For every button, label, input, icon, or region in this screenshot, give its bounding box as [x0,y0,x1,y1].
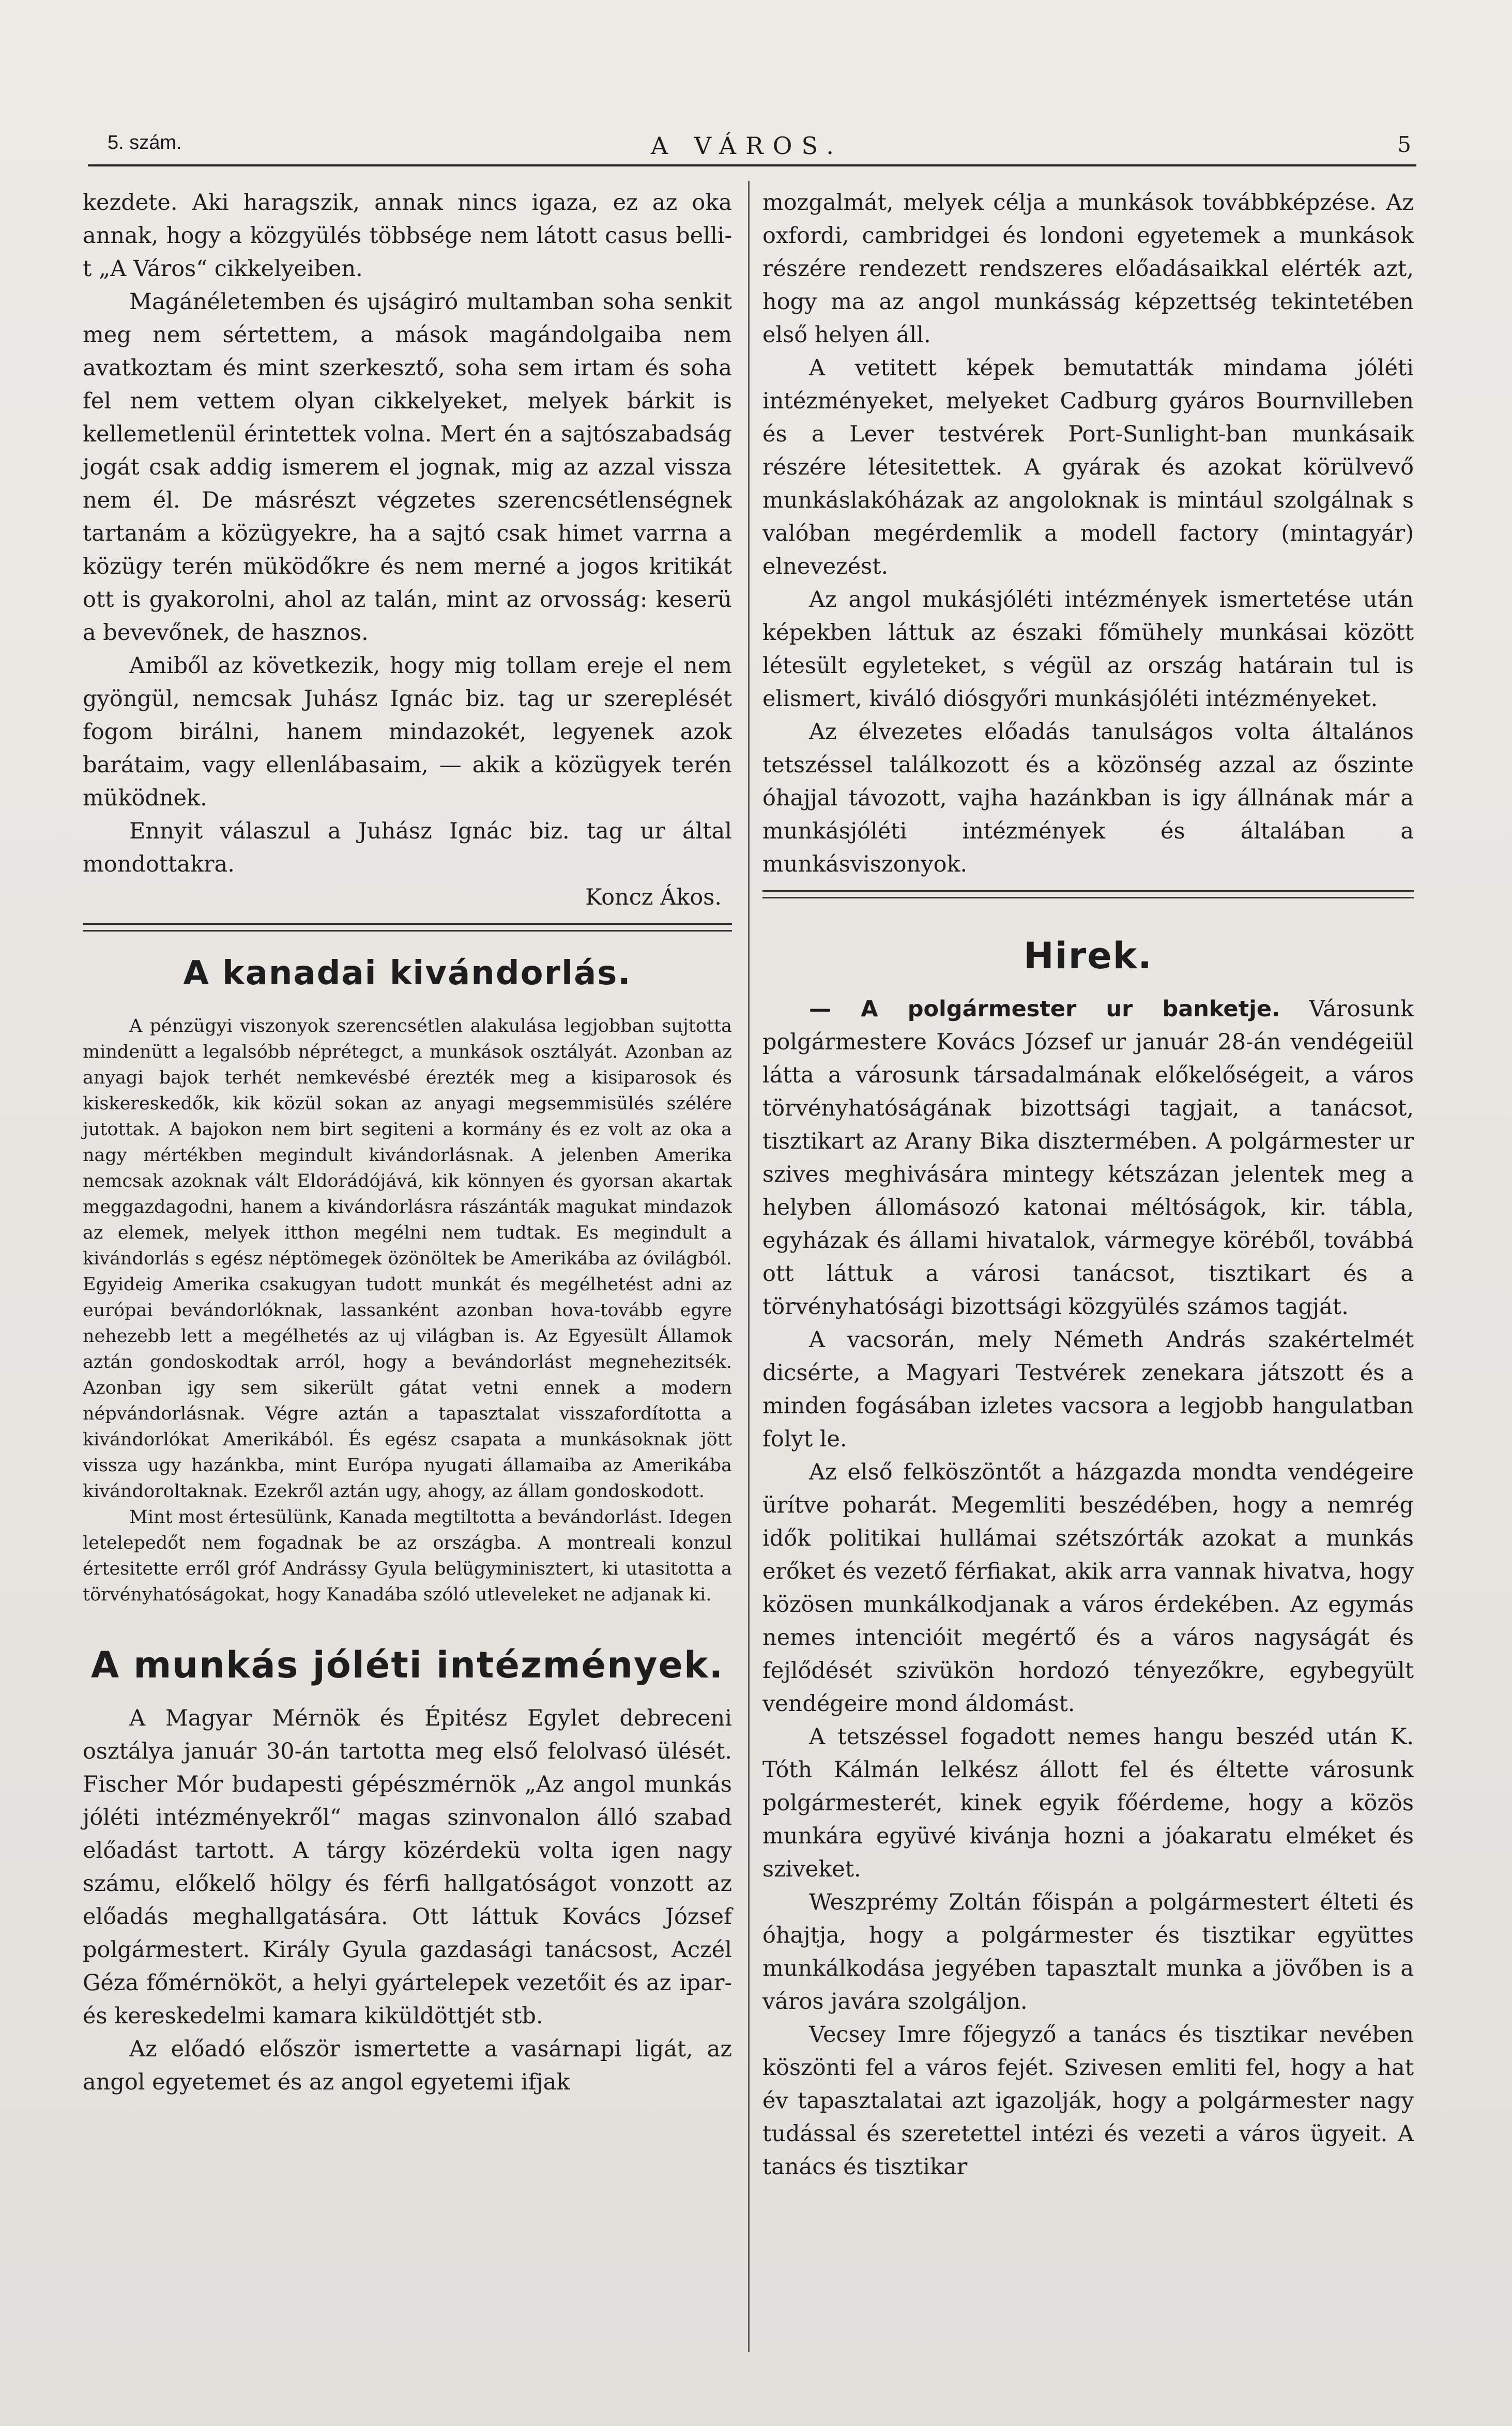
section-title: A kanadai kivándorlás. [183,954,632,993]
section-divider [762,890,1414,898]
paragraph: Az angol mukásjóléti intézmények ismertetése után képekben láttuk az északi főmühely munkásai között létesült egyleteket, s végül az ország határain tul is elismert, kiváló diósgyőri munkásjóléti intézményeket. [762,587,1414,712]
right-column [762,186,1414,2184]
paragraph: A vetitett képek bemutatták mindama jóléti intézményeket, melyeket Cadburg gyáros Bournvilleben és a Lever testvérek Port-Sunlight-ban munkásaik részére létesitettek. A gyárak és azokat körülvevő munkáslakóházak az angoloknak is mintául szolgálnak s valóban megérdemlik a modell factory (mintagyár) elnevezést. [762,355,1414,579]
paragraph: Vecsey Imre főjegyző a tanács és tisztikar nevében köszönti fel a város fejét. Szivesen emliti fel, hogy a hat év tapasztalatai azt igazolják, hogy a polgármester nagy tudással és szeretettel intézi és vezeti a város ügyeit. A tanács és tisztikar [762,2022,1414,2180]
header-rule [88,164,1416,166]
news-item [762,993,1414,1323]
news-item-lead: — A polgármester ur banketje. [809,996,1280,1022]
paragraph: Az élvezetes előadás tanulságos volta általános tetszéssel találkozott és a közönség azzal az őszinte óhajjal távozott, vajha hazánkban is igy állnának már a munkásjóléti intézmények és általában a munkásviszonyok. [762,719,1414,877]
paragraph: A pénzügyi viszonyok szerencsétlen alakulása legjobban sujtotta mindenütt a legalsóbb néprétegct, a munkások osztályát. Azonban az anyagi bajok terhét nemkevésbé érezték meg a kisiparosok és kiskereskedők, kik közül sokan az anyagi megsemmisülés szélére jutottak. A bajokon nem birt segiteni a kormány és ez volt az oka a nagy mértékben megindult kivándorlásnak. A jelenben Amerika nemcsak azoknak vált Eldorádójává, kik könnyen és gyorsan akartak meggazdagodni, hanem a kivándorlásra rászánták magukat mindazok az elemek, melyek itthon megélni nem tudtak. Es megindult a kivándorlás s egész néptömegek özönöltek be Amerikába az óvilágból. Egyideig Amerika csakugyan tudott munkát és megélhetést adni az európai bevándorlóknak, lassanként azonban hova-tovább egyre nehezebb lett a megélhetés az uj világban is. Az Egyesült Államok aztán gondoskodtak arról, hogy a bevándorlást megnehezitsék. Azonban igy sem sikerült gátat vetni ennek a modern népvándorlásnak. Végre aztán a tapasztalat visszafordította a kivándorlókat Amerikából. És egész csapata a munkásoknak jött vissza ugy hazánkba, mint Európa nyugati államaiba az Amerikába kivándoroltaknak. Ezekről aztán ugy, ahogy, az állam gondoskodott. [83,1016,732,1502]
paragraph: Magánéletemben és ujságiró multamban soha senkit meg nem sértettem, a mások magándolgaiba nem avatkoztam és mint szerkesztő, soha sem irtam és soha fel nem vettem olyan cikkelyeket, melyek bárkit is kellemetlenül érintettek volna. Mert én a sajtószabadság jogát csak addig ismerem el jognak, mig az azzal vissza nem él. De másrészt végzetes szerencsétlenségnek tartanám a közügyekre, ha a sajtó csak himet varrna a közügy terén müködőkre és nem merné a jogos kritikát ott is gyakorolni, ahol az talán, mint az orvosság: keserü a bevevőnek, de hasznos. [83,289,732,646]
paragraph: Ennyit válaszul a Juhász Ignác biz. tag ur által mondottakra. [83,818,732,877]
page-header [83,132,1411,168]
news-title: Hirek. [1024,935,1153,977]
paragraph: A Magyar Mérnök és Épitész Egylet debreceni osztálya január 30-án tartotta meg első felolvasó ülését. Fischer Mór budapesti gépészmérnök „Az angol munkás jóléti intézményekről“ magas szinvonalon álló szabad előadást tartott. A tárgy közérdekü volta igen nagy számu, előkelő hölgy és férfi hallgatóságot vonzott az előadás meghallgatására. Ott láttuk Kovács József polgármestert. Király Gyula gazdasági tanácsost, Aczél Géza főmérnököt, a helyi gyártelepek vezetőit és az ipar- és kereskedelmi kamara kiküldöttjét stb. [83,1705,732,2029]
paragraph: A vacsorán, mely Németh András szakértelmét dicsérte, a Magyari Testvérek zenekara játszott és a minden fogásában izletes vacsora a legjobb hangulatban folyt le. [762,1327,1414,1452]
page-number: 5 [1397,132,1411,157]
news-item-text: Városunk polgármestere Kovács József ur január 28-án vendégeiül látta a városunk társadalmának előkelőségeit, a város törvényhatóságának bizottsági tagjait, a tanácsot, tisztikart az Arany Bika disztermében. A polgármester ur szives meghivására mintegy kétszázan jelentek meg a helyben állomásozó katonai méltóságok, kir. tábla, egyházak és állami hivatalok, vármegye köréből, továbbá ott láttuk a városi tanácsot, tisztikart és a törvényhatósági bizottsági közgyülés számos tagját. [762,996,1414,1320]
section-title: A munkás jóléti intézmények. [90,1644,724,1686]
paragraph: kezdete. Aki haragszik, annak nincs igaza, ez az oka annak, hogy a közgyülés többsége nem látott casus belli-t „A Város“ cikkelyeiben. [83,190,732,282]
left-column [83,186,732,2099]
author-signature: Koncz Ákos. [585,884,722,910]
column-divider [748,181,750,2352]
paragraph: Amiből az következik, hogy mig tollam ereje el nem gyöngül, nemcsak Juhász Ignác biz. tag ur szereplését fogom birálni, hanem mindazokét, legyenek azok barátaim, vagy ellenlábasaim, — akik a közügyek terén müködnek. [83,653,732,811]
paragraph: Weszprémy Zoltán főispán a polgármestert élteti és óhajtja, hogy a polgármester és tisztikar együttes munkálkodása jegyében tapasztalt munka a jövőben is a város javára szolgáljon. [762,1889,1414,2015]
paragraph: Mint most értesülünk, Kanada megtiltotta a bevándorlást. Idegen letelepedőt nem fogadnak be az országba. A montreali konzul értesitette erről gróf Andrássy Gyula belügyminisztert, ki utasitotta a törvényhatóságokat, hogy Kanadába szóló utleveleket ne adjanak ki. [83,1507,732,1605]
section-divider [83,923,732,932]
paragraph: Az előadó először ismertette a vasárnapi ligát, az angol egyetemet és az angol egyetemi ifjak [83,2036,732,2095]
paragraph: A tetszéssel fogadott nemes hangu beszéd után K. Tóth Kálmán lelkész állott fel és éltette városunk polgármesterét, kinek egyik főérdeme, hogy a közös munkára együvé kivánja hozni a jóakaratu elméket és sziveket. [762,1724,1414,1882]
paragraph: Az első felköszöntőt a házgazda mondta vendégeire ürítve poharát. Megemliti beszédében, hogy a nemrég idők politikai hullámai szétszórták azokat a munkás erőket és vezető férfiakat, akik arra vannak hivatva, hogy közösen munkálkodjanak a város érdekében. Az egymás nemes intencióit megértő és a város nagyságát és fejlődését szivükön hordozó tényezőkre, egybegyült vendégeire mond áldomást. [762,1459,1414,1717]
issue-number: 5. szám. [108,132,182,154]
newspaper-title: A VÁROS. [650,132,843,160]
paragraph: mozgalmát, melyek célja a munkások továbbképzése. Az oxfordi, cambridgei és londoni egyetemek a munkások részére rendezett rendszeres előadásaikkal elérték azt, hogy ma az angol munkásság képzettség tekintetében első helyen áll. [762,190,1414,348]
